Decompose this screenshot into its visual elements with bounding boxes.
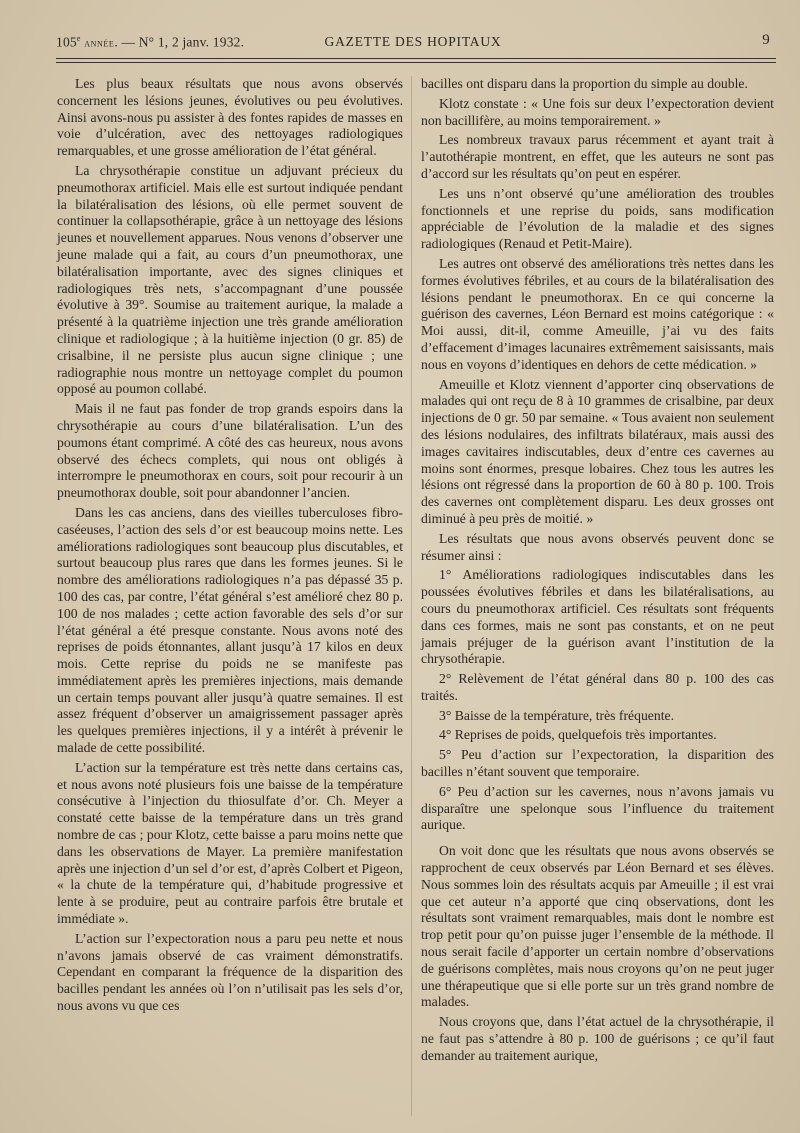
list-item: 4° Reprises de poids, quelquefois très importantes.: [439, 727, 717, 743]
paragraph: Dans les cas anciens, dans des vieilles tuberculoses fibro-caséeuses, l’action des sels d’or est beaucoup moins nette. Les améliorations radiologiques sont beaucoup plus discutables, et surtout beaucoup plus rares que dans les formes jeunes. Si le nombre des améliorations radiologiques n’a pas dépassé 35 p. 100 des cas, par contre, l’état général s’est amélioré chez 80 p. 100 de nos malades ; cette action favorable des sels d’or sur l’état général a été presque constante. Nous avons noté des reprises de poids étonnantes, allant jusqu’à 17 kilos en deux mois. Cette reprise du poids ne se manifeste pas immédiatement après les premières injections, mais demande un certain temps pouvant aller jusqu’à quatre semaines. Il est assez fréquent d’observer un amaigrissement passager après les quelques premières injections, il y a intérêt à prévenir le malade de cette possibilité.: [57, 504, 403, 756]
list-item: 6° Peu d’action sur les cavernes, nous n’avons jamais vu disparaître une spelonque sous l’influence du traitement aurique.: [421, 783, 774, 833]
paragraph: Mais il ne faut pas fonder de trop grands espoirs dans la chrysothérapie au cours d’une bilatéralisation. L’un des poumons étant comprimé. A côté des cas heureux, nous avons observé des échecs complets, qui nous ont obligés à interrompre le pneumothorax en cours, soit pour recourir à un pneumothorax double, soit pour abandonner l’ancien.: [57, 401, 403, 501]
paragraph: Ameuille et Klotz viennent d’apporter cinq observations de malades qui ont reçu de 8 à 10 grammes de crisalbine, par deux injections de 0 gr. 50 par semaine. « Tous avaient non seulement des lésions nodulaires, des infiltrats bilatéraux, mais aussi des images cavitaires indiscutables, deux d’entre ces cavernes au moins sont énormes, presque lobaires. Chez tous les autres les lésions ont régressé dans la proportion de 60 à 80 p. 100. Trois des cavernes ont complètement disparu. Les deux grosses ont diminué à peu près de moitié. »: [421, 376, 774, 526]
paragraph: Les autres ont observé des améliorations très nettes dans les formes évolutives fébriles, et au cours de la bilatéralisation des lésions pendant le pneumothorax. En ce qui concerne la guérison des cavernes, Léon Bernard est moins catégorique : « Moi aussi, dit-il, comme Ameuille, j’ai vu des faits d’effacement d’images lacunaires extrêmement saisissants, mais nous en voyons d’identiques en dehors de cette médication. »: [421, 255, 774, 372]
paragraph: L’action sur l’expectoration nous a paru peu nette et nous n’avons jamais observé de cas vraiment démonstratifs. Cependant en comparant la fréquence de la disparition des bacilles pendant les années où l’on n’utilisait pas les sels d’or, nous avons vu que ces: [57, 930, 403, 1014]
paragraph: Klotz constate : « Une fois sur deux l’expectoration devient non bacillifère, au moins temporairement. »: [421, 95, 774, 128]
journal-title: GAZETTE DES HOPITAUX: [324, 34, 502, 49]
paragraph: L’action sur la température est très nette dans certains cas, et nous avons noté plusieurs fois une baisse de la température consécutive à l’injection du thiosulfate d’or. Ch. Meyer a constaté cette baisse de la température dans un très grand nombre de cas ; pour Klotz, cette baisse a paru moins nette que dans les observations de Mayer. La première manifestation après une injection d’un sel d’or est, d’après Colbert et Pigeon, « la chute de la température qui, d’habitude progressive et lente à se produire, peut au contraire parfois être brutale et immédiate ».: [57, 759, 403, 927]
left-column: [57, 76, 403, 1018]
paragraph: bacilles ont disparu dans la proportion du simple au double.: [421, 76, 748, 91]
volume-ordinal: e: [76, 34, 81, 43]
list-item: 2° Relèvement de l’état général dans 80 p. 100 des cas traités.: [421, 671, 774, 703]
running-header: [56, 30, 770, 52]
paragraph: Nous croyons que, dans l’état actuel de la chrysothérapie, il ne faut pas s’attendre à 80 p. 100 de guérisons ; ce qu’il faut demander au traitement aurique,: [421, 1014, 774, 1063]
issue-date: . — N° 1, 2 janv. 1932.: [114, 34, 245, 50]
volume-label: année: [84, 37, 115, 50]
paragraph: Les résultats que nous avons observés peuvent donc se résumer ainsi :: [421, 530, 774, 563]
paragraph: Les nombreux travaux parus récemment et ayant trait à l’autothérapie montrent, en effet, que les auteurs ne sont pas d’accord sur les résultats qu’on peut en espérer.: [421, 132, 774, 181]
list-item: 5° Peu d’action sur l’expectoration, la disparition des bacilles n’étant souvent que temporaire.: [421, 747, 774, 780]
paragraph: Les uns n’ont observé qu’une amélioration des troubles fonctionnels et une reprise du poids, sans modification appréciable de l’évolution de la maladie et des signes radiologiques (Renaud et Petit-Maire).: [421, 185, 774, 252]
page-number: 9: [762, 32, 770, 48]
volume-number: 105: [56, 34, 77, 50]
right-column: [421, 76, 774, 1068]
header-rule-top: [56, 58, 776, 59]
header-rule-bottom: [56, 62, 776, 63]
paragraph: La chrysothérapie constitue un adjuvant précieux du pneumothorax artificiel. Mais elle est surtout indiquée pendant la bilatéralisation des lésions, où elle permet souvent de continuer la collapsothérapie, grâce à un nettoyage des lésions jeunes et nouvellement apparues. Nous venons d’observer une jeune malade qui a fait, au cours d’un pneumothorax, une bilatéralisation importante, avec des signes cliniques et radiologiques très nets, s’accompagnant d’une poussée évolutive à 39°. Soumise au traitement aurique, la malade a présenté à la quatrième injection une très grande amélioration clinique et radiologique ; à la huitième injection (0 gr. 85) de crisalbine, il ne persiste plus aucun signe clinique ; une radiographie nous montre un nettoyage complet du poumon opposé au poumon collabé.: [57, 162, 403, 397]
column-divider: [411, 76, 412, 1116]
list-item: 3° Baisse de la température, très fréquente.: [439, 707, 675, 723]
list-item: 1° Améliorations radiologiques indiscutables dans les poussées évolutives fébriles et dans les bilatéralisations, au cours du pneumothorax artificiel. Ces résultats sont fréquents dans ces formes, mais ne sont pas constants, et on ne peut jamais préjuger de la guérison avant l’institution de la chrysothérapie.: [421, 567, 774, 667]
paragraph: Les plus beaux résultats que nous avons observés concernent les lésions jeunes, évolutives ou peu évolutives. Ainsi avons-nous pu assister à des fontes rapides de masses en voie d’ulcération, avec des nettoyages radiologiques remarquables, et une grosse amélioration de l’état général.: [57, 76, 403, 159]
paragraph: On voit donc que les résultats que nous avons observés se rapprochent de ceux observés par Léon Bernard et ses élèves. Nous sommes loin des résultats acquis par Ameuille ; il est vrai que cet auteur n’a apporté que cinq observations, dont les résultats sont vraiment remarquables, mais dont le nombre est trop petit pour qu’on puisse juger l’ensemble de la méthode. Il nous serait facile d’apporter un certain nombre d’observations de guérisons complètes, mais nous croyons qu’on ne peut juger une thérapeutique que si elle porte sur un très grand nombre de malades.: [421, 843, 774, 1010]
